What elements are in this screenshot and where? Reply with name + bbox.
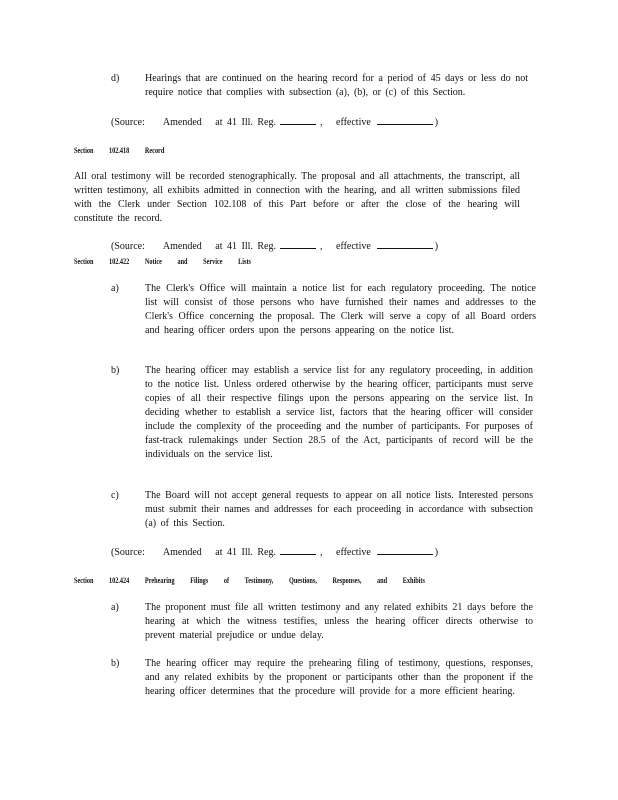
item-letter: a) [111,602,119,613]
section-paragraph: All oral testimony will be recorded stenographically. The proposal and all attachments, the transcript, all written testimony, all exhibits admitted in connection with the hearing, and all written submissions filed with the Clerk under Section 102.108 of this Part before or after the close of the hearing will constitute the record. [74,171,520,224]
source-citation: (Source: Amended at 41 Ill. Reg. , effective ) [111,547,439,558]
item-text: The proponent must file all written testimony and any related exhibits 21 days before the hearing at which the witness testifies, unless the hearing officer directs otherwise to prevent material prejudice or undue delay. [145,602,533,641]
item-letter: a) [111,283,119,294]
source-citation: (Source: Amended at 41 Ill. Reg. , effective ) [111,241,439,252]
section-heading: Section 102.424 Prehearing Filings of Testimony, Questions, Responses, and Exhibits [74,576,425,585]
blank-line [377,239,433,249]
blank-line [377,545,433,555]
item-letter: d) [111,73,120,84]
item-letter: b) [111,365,120,376]
item-text: Hearings that are continued on the hearing record for a period of 45 days or less do not require notice that complies with subsection (a), (b), or (c) of this Section. [145,73,528,98]
item-letter: b) [111,658,120,669]
source-citation: (Source: Amended at 41 Ill. Reg. , effective ) [111,117,439,128]
blank-line [377,115,433,125]
blank-line [280,239,316,249]
item-text: The hearing officer may require the prehearing filing of testimony, questions, responses, and any related exhibits by the proponent or participants other than the proponent if the hearing officer determines that the procedure will provide for a more efficient hearing. [145,658,533,697]
blank-line [280,115,316,125]
item-letter: c) [111,490,119,501]
blank-line [280,545,316,555]
item-text: The hearing officer may establish a service list for any regulatory proceeding, in addition to the notice list. Unless ordered otherwise by the hearing officer, participants must serve copies of all their respective filings upon the persons appearing on the service list. In deciding whether to establish a service list, factors that the hearing officer will consider include the complexity of the proceeding and the number of participants. For purposes of fast-track rulemakings under Section 28.5 of the Act, participants of record will be the individuals on the service list. [145,365,533,460]
section-heading: Section 102.418 Record [74,146,165,155]
item-text: The Clerk's Office will maintain a notice list for each regulatory proceeding. The notice list will consist of those persons who have furnished their names and addresses to the Clerk's Office concerning the proposal. The Clerk will serve a copy of all Board orders and hearing officer orders upon the persons appearing on the notice list. [145,283,536,336]
section-heading: Section 102.422 Notice and Service Lists [74,257,251,266]
item-text: The Board will not accept general requests to appear on all notice lists. Interested persons must submit their names and addresses for each proceeding in accordance with subsection (a) of this Section. [145,490,533,529]
